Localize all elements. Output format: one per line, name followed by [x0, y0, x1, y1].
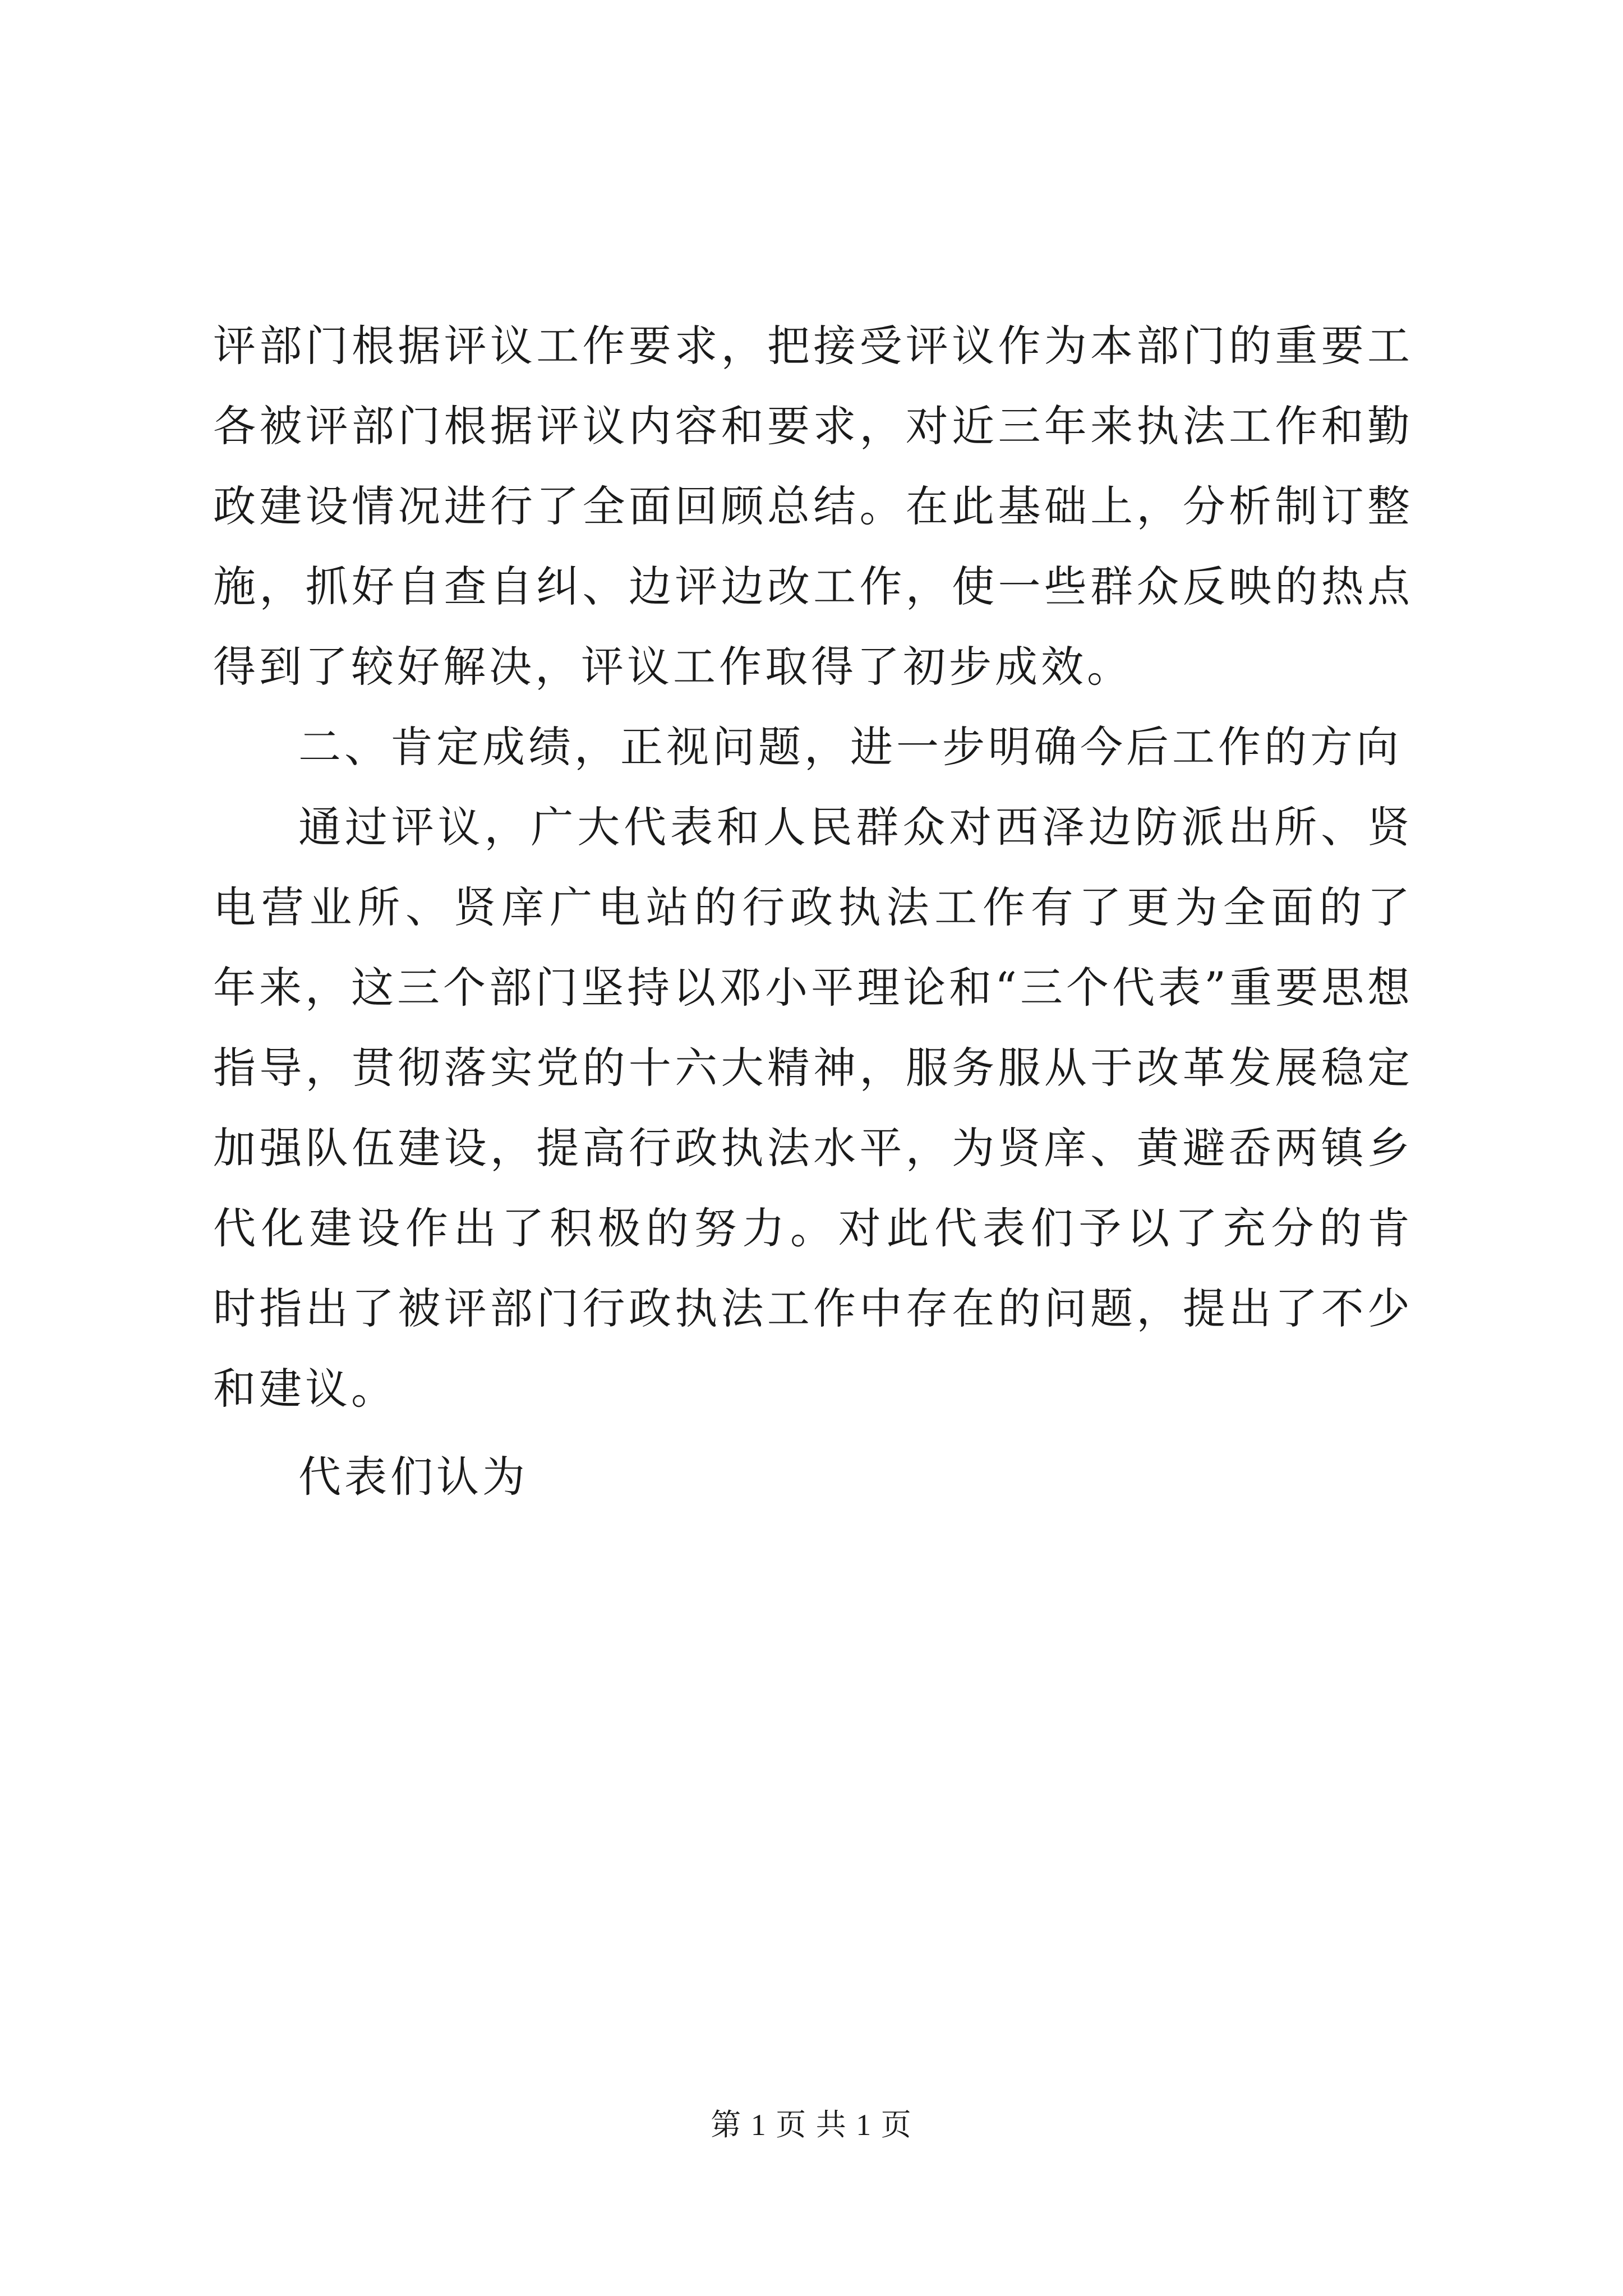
paragraph-1-line-4: 施，抓好自查自纠、边评边改工作，使一些群众反映的热点	[213, 562, 1413, 611]
document-body	[213, 306, 1413, 1517]
paragraph-2-line-3: 年来，这三个部门坚持以邓小平理论和“三个代表”重要思想	[213, 963, 1413, 1013]
paragraph-1-line-5: 得到了较好解决，评议工作取得了初步成效。	[213, 642, 1133, 692]
paragraph-2-line-5: 加强队伍建设，提高行政执法水平，为贤庠、黄避岙两镇乡	[213, 1123, 1413, 1173]
section-heading: 二、肯定成绩，正视问题，进一步明确今后工作的方向	[298, 722, 1402, 772]
paragraph-2-line-6: 代化建设作出了积极的努力。对此代表们予以了充分的肯	[213, 1203, 1413, 1253]
paragraph-2-line-7: 时指出了被评部门行政执法工作中存在的问题，提出了不少	[213, 1283, 1413, 1333]
paragraph-1-line-2: 各被评部门根据评议内容和要求，对近三年来执法工作和勤	[213, 401, 1413, 451]
paragraph-2-line-8: 和建议。	[213, 1364, 397, 1414]
paragraph-2-line-4: 指导，贯彻落实党的十六大精神，服务服从于改革发展稳定	[213, 1043, 1413, 1093]
paragraph-1-line-1: 评部门根据评议工作要求，把接受评议作为本部门的重要工	[213, 321, 1413, 371]
paragraph-3-line-1: 代表们认为	[298, 1452, 528, 1502]
paragraph-1-line-3: 政建设情况进行了全面回顾总结。在此基础上，分析制订整	[213, 481, 1413, 531]
page-footer: 第 1 页 共 1 页	[711, 2108, 912, 2142]
paragraph-2-line-1: 通过评议，广大代表和人民群众对西泽边防派出所、贤	[298, 802, 1413, 852]
paragraph-2-line-2: 电营业所、贤庠广电站的行政执法工作有了更为全面的了	[213, 882, 1413, 932]
